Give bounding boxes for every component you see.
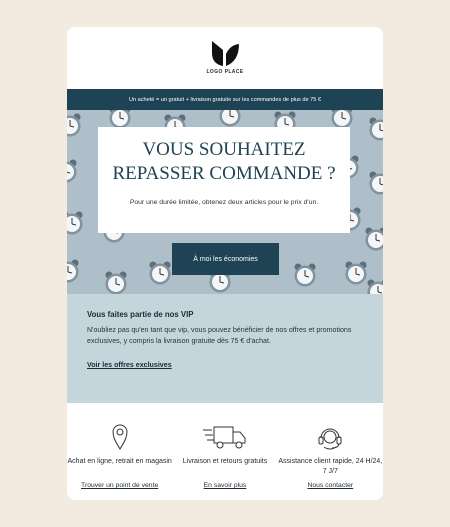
hero-title — [98, 138, 350, 186]
vip-section — [67, 294, 383, 403]
alarm-clock-icon — [217, 110, 243, 128]
vip-offers-link[interactable]: Voir les offres exclusives — [87, 361, 172, 369]
alarm-clock-icon — [365, 278, 383, 294]
delivery-truck-icon — [202, 424, 248, 450]
logo-text: LOGO PLACE — [206, 69, 244, 75]
alarm-clock-icon — [67, 112, 83, 138]
learn-more-link[interactable]: En savoir plus — [203, 482, 247, 489]
find-store-link[interactable]: Trouver un point de vente — [81, 482, 159, 489]
alarm-clock-icon — [292, 262, 318, 288]
alarm-clock-icon — [67, 258, 81, 284]
alarm-clock-icon — [367, 116, 383, 142]
hero-section — [67, 110, 383, 294]
headset-icon — [316, 423, 344, 451]
vip-title: Vous faites partie de nos VIP — [87, 310, 194, 319]
feature-label: Assistance client rapide, 24 H/24, 7 J/7 — [278, 458, 383, 475]
hero-subtitle: Pour une durée limitée, obtenez deux articles pour le prix d'un. — [129, 199, 319, 206]
hero-text-box — [98, 127, 350, 233]
leaf-logo-icon — [210, 41, 240, 67]
alarm-clock-icon — [67, 158, 79, 184]
alarm-clock-icon — [103, 270, 129, 294]
cta-button[interactable]: À moi les économies — [172, 243, 279, 275]
feature-free-delivery — [172, 423, 277, 489]
alarm-clock-icon — [367, 170, 383, 196]
feature-store-pickup — [67, 423, 172, 489]
vip-body: N'oubliez pas qu'en tant que vip, vous pouvez bénéficier de nos offres et promotions exclusives, y compris la livraison gratuite dès 75 € d'achat. — [87, 326, 352, 345]
alarm-clock-icon — [147, 260, 173, 286]
promo-banner: Un acheté = un gratuit + livraison gratuite sur les commandes de plus de 75 € — [67, 89, 383, 110]
email-card — [67, 27, 383, 500]
features-row — [67, 403, 383, 489]
hero-title-line-1: VOUS SOUHAITEZ — [142, 139, 306, 160]
feature-label: Livraison et retours gratuits — [182, 458, 268, 465]
feature-support — [278, 423, 383, 489]
logo[interactable] — [67, 27, 383, 89]
feature-label: Achat en ligne, retrait en magasin — [67, 458, 172, 465]
contact-us-link[interactable]: Nous contacter — [307, 482, 354, 489]
map-pin-icon — [111, 423, 129, 451]
alarm-clock-icon — [363, 226, 383, 252]
alarm-clock-icon — [67, 210, 85, 236]
hero-title-line-2: REPASSER COMMANDE ? — [112, 163, 336, 184]
